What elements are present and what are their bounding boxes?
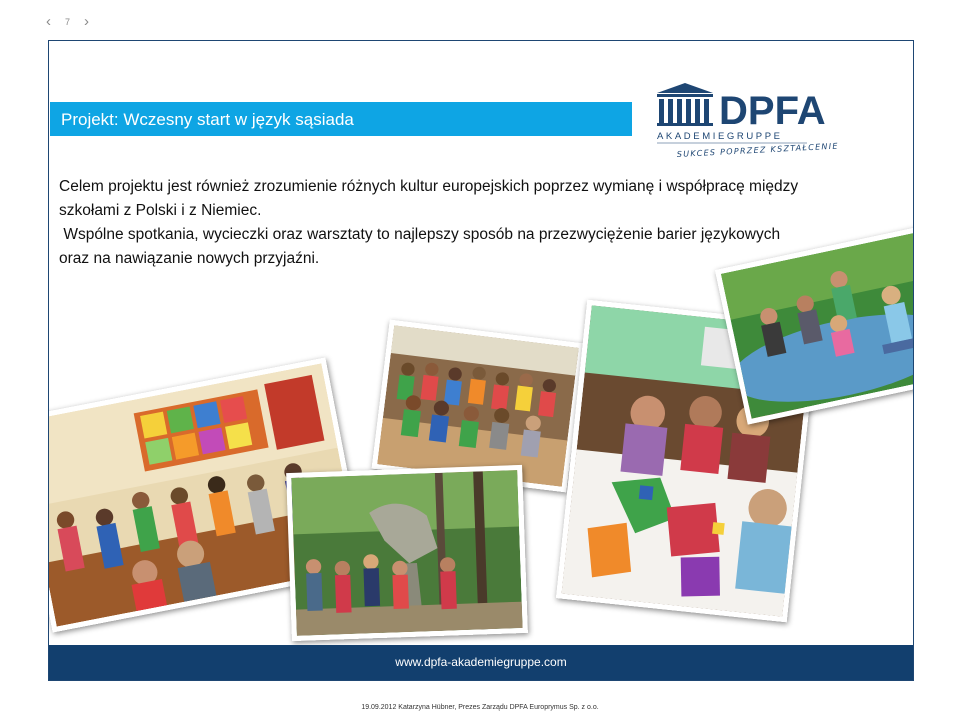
- slide-navigation: [46, 14, 89, 29]
- zoo-dinosaur-photo: [286, 465, 528, 641]
- next-slide-icon[interactable]: ›: [84, 13, 90, 30]
- body-paragraph-2: Wspólne spotkania, wycieczki oraz warsztaty to najlepszy sposób na przezwyciężenie barier językowych oraz na nawiązanie nowych przyjaźni.: [59, 226, 785, 267]
- dpfa-logo: [655, 81, 885, 161]
- footer-bar: [49, 645, 913, 680]
- logo-wordmark: DPFA: [719, 89, 826, 133]
- logo-subtitle: AKADEMIEGRUPPE: [657, 131, 783, 142]
- slide-title: Projekt: Wczesny start w język sąsiada: [50, 102, 632, 136]
- body-text: [59, 175, 803, 271]
- previous-slide-icon[interactable]: ‹: [46, 13, 51, 30]
- author-credit: 19.09.2012 Katarzyna Hübner, Prezes Zarządu DPFA Europrymus Sp. z o.o.: [361, 704, 599, 711]
- logo-tagline: SUKCES POPRZEZ KSZTAŁCENIE: [676, 141, 839, 159]
- page-number: 7: [65, 16, 71, 27]
- body-paragraph-1: Celem projektu jest również zrozumienie różnych kultur europejskich poprzez wymianę i współpracę między szkołami z Polski i z Niemiec.: [59, 178, 803, 219]
- slide-frame: [48, 40, 914, 681]
- website-link[interactable]: www.dpfa-akademiegruppe.com: [395, 655, 567, 669]
